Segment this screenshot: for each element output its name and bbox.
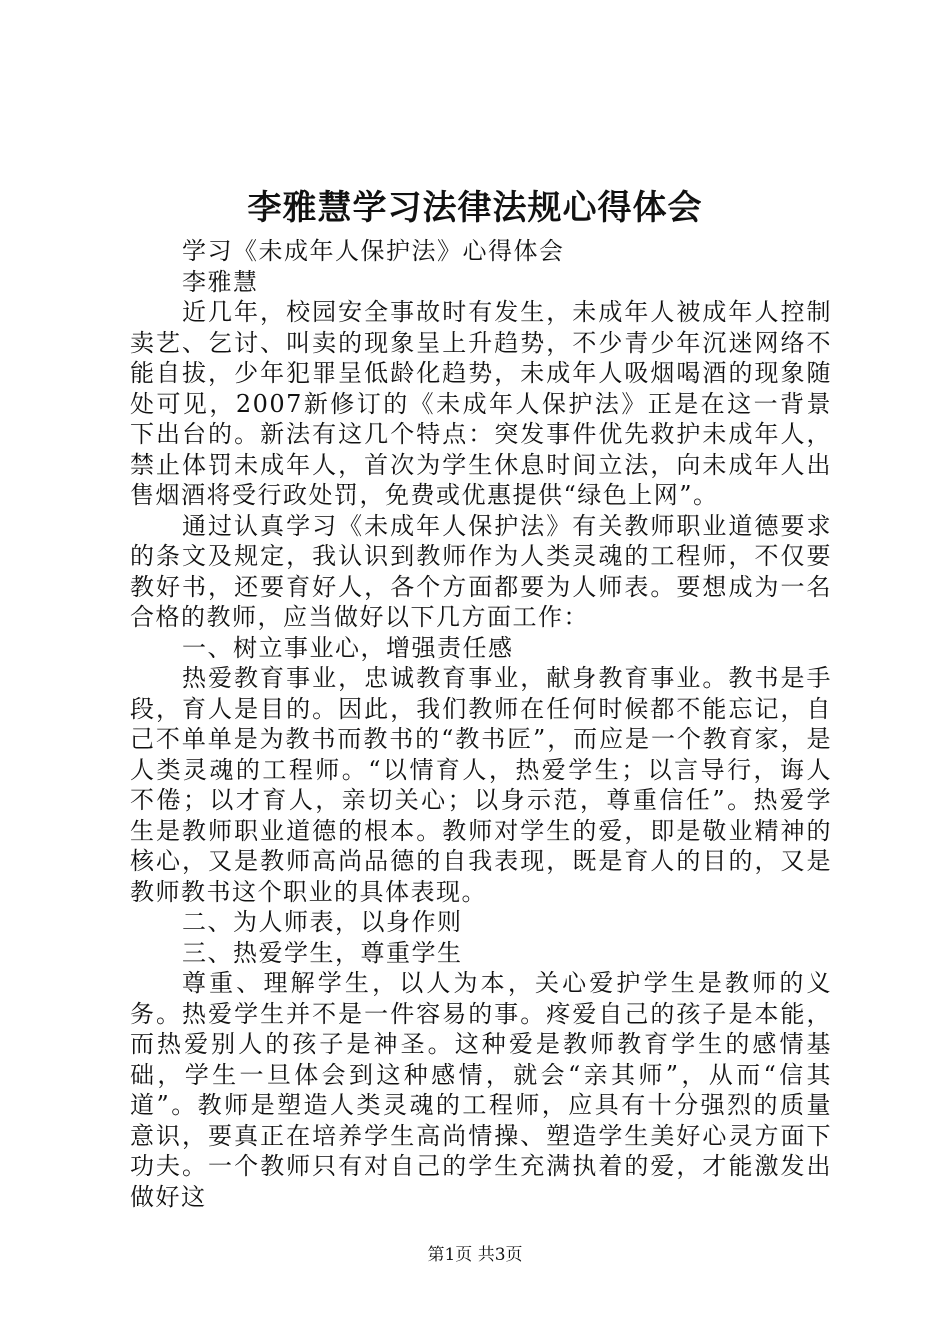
paragraph: 热爱教育事业，忠诚教育事业，献身教育事业。教书是手段，育人是目的。因此，我们教师在任何时候都不能忘记，自己不单单是为教书而教书的“教书匠”，而应是一个教育家，是人类灵魂的工程师。“以情育人，热爱学生；以言导行，诲人不倦；以才育人，亲切关心；以身示范，尊重信任”。热爱学生是教师职业道德的根本。教师对学生的爱，即是敬业精神的核心，又是教师高尚品德的自我表现，既是育人的目的，又是教师教书这个职业的具体表现。 [130,664,832,906]
document-title: 李雅慧学习法律法规心得体会 [247,188,703,228]
author-name: 李雅慧 [182,267,259,296]
page-number: 第1页 共3页 [427,1245,523,1265]
section-heading: 一、树立事业心，增强责任感 [182,633,514,662]
document-body [130,236,832,1212]
section-heading: 二、为人师表，以身作则 [182,908,463,936]
subtitle: 学习《未成年人保护法》心得体会 [182,237,565,265]
paragraph: 尊重、理解学生，以人为本，关心爱护学生是教师的义务。热爱学生并不是一件容易的事。疼爱自己的孩子是本能，而热爱别人的孩子是神圣。这种爱是教师教育学生的感情基础，学生一旦体会到这种感情，就会“亲其师”，从而“信其道”。教师是塑造人类灵魂的工程师，应具有十分强烈的质量意识，要真正在培养学生高尚情操、塑造学生美好心灵方面下功夫。一个教师只有对自己的学生充满执着的爱，才能激发出做好这 [130,969,832,1211]
section-heading: 三、热爱学生，尊重学生 [182,938,463,967]
paragraph: 近几年，校园安全事故时有发生，未成年人被成年人控制卖艺、乞讨、叫卖的现象呈上升趋势，不少青少年沉迷网络不能自拔，少年犯罪呈低龄化趋势，未成年人吸烟喝酒的现象随处可见，2007新修订的《未成年人保护法》正是在这一背景下出台的。新法有这几个特点：突发事件优先救护未成年人，禁止体罚未成年人，首次为学生休息时间立法，向未成年人出售烟酒将受行政处罚，免费或优惠提供“绿色上网”。 [130,298,832,509]
paragraph: 通过认真学习《未成年人保护法》有关教师职业道德要求的条文及规定，我认识到教师作为人类灵魂的工程师，不仅要教好书，还要育好人，各个方面都要为人师表。要想成为一名合格的教师，应当做好以下几方面工作： [130,511,832,631]
